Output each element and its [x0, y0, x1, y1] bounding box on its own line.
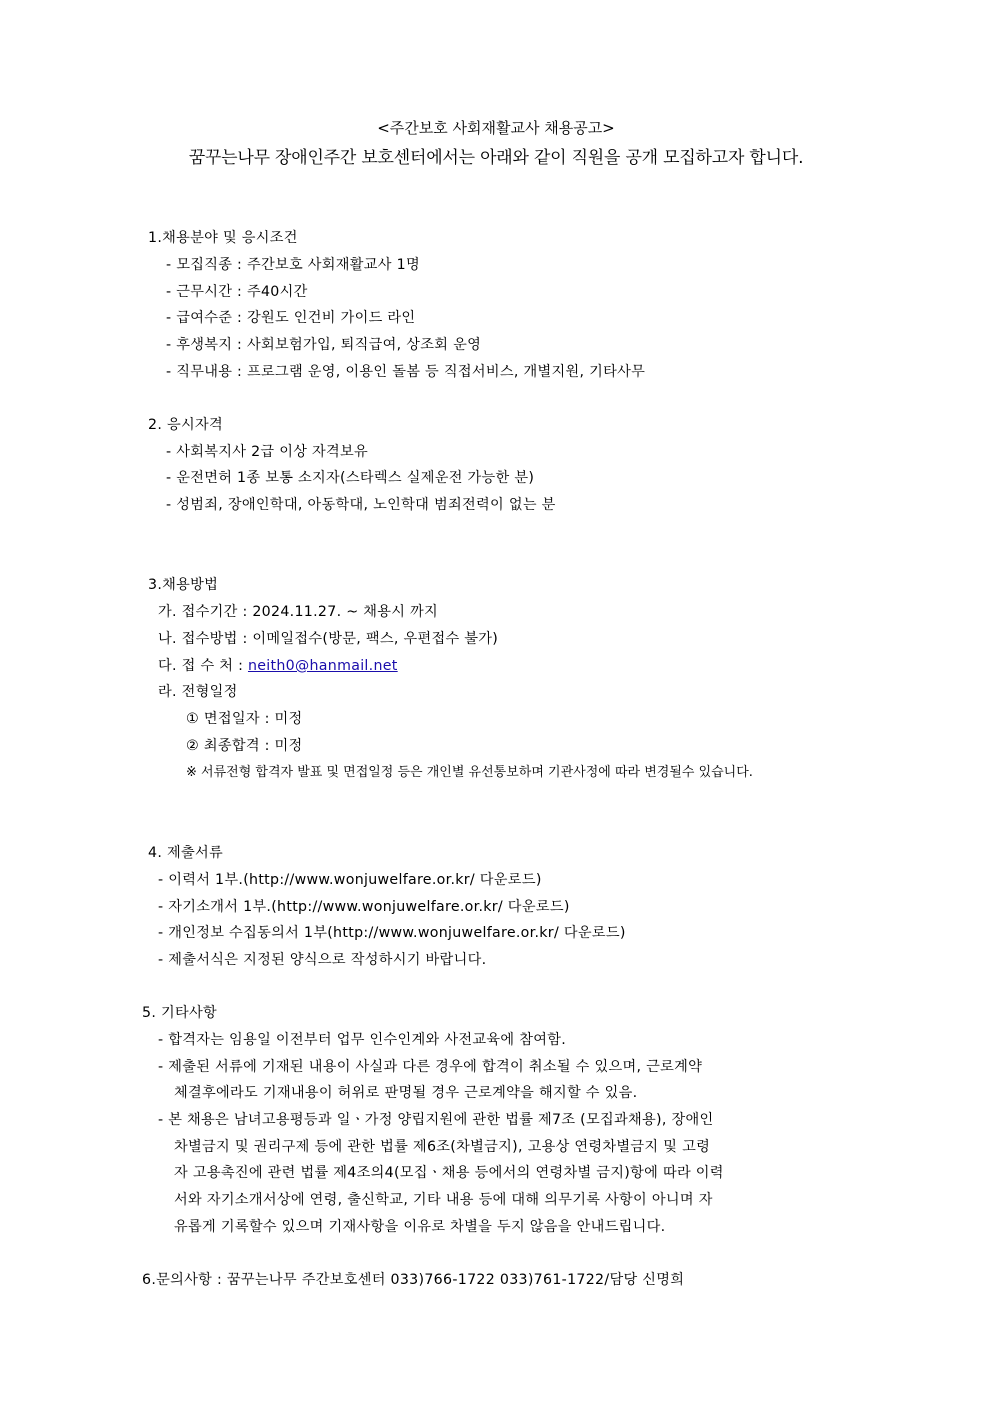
page-subtitle: 꿈꾸는나무 장애인주간 보호센터에서는 아래와 같이 직원을 공개 모집하고자 합니다.: [188, 148, 804, 168]
section1-heading: 1.채용분야 및 응시조건: [148, 230, 298, 246]
section4-item: - 제출서식은 지정된 양식으로 작성하시기 바랍니다.: [158, 952, 487, 968]
section5-line: - 합격자는 임용일 이전부터 업무 인수인계와 사전교육에 참여함.: [158, 1032, 567, 1048]
section1-item: - 직무내용 : 프로그램 운영, 이용인 돌봄 등 직접서비스, 개별지원, 기타사무: [166, 364, 646, 380]
page-title: <주간보호 사회재활교사 채용공고>: [377, 119, 615, 137]
section1-item: - 근무시간 : 주40시간: [166, 284, 308, 300]
schedule-item: ① 면접일자 : 미정: [186, 711, 303, 727]
section4-item: - 개인정보 수집동의서 1부(http://www.wonjuwelfare.or.kr/ 다운로드): [158, 925, 626, 941]
schedule-heading: 라. 전형일정: [158, 684, 238, 700]
schedule-item: ② 최종합격 : 미정: [186, 738, 303, 754]
section5-line: - 본 채용은 남녀고용평등과 일ㆍ가정 양립지원에 관한 법률 제7조 (모집과채용), 장애인: [158, 1112, 714, 1128]
section4-item: - 이력서 1부.(http://www.wonjuwelfare.or.kr/ 다운로드): [158, 872, 542, 888]
section5-line: 유롭게 기록할수 있으며 기재사항을 이유로 차별을 두지 않음을 안내드립니다.: [174, 1219, 666, 1235]
application-period: 가. 접수기간 : 2024.11.27. ~ 채용시 까지: [158, 604, 439, 620]
section2-item: - 성범죄, 장애인학대, 아동학대, 노인학대 범죄전력이 없는 분: [166, 497, 556, 513]
section4-heading: 4. 제출서류: [148, 845, 223, 861]
section5-line: 체결후에라도 기재내용이 허위로 판명될 경우 근로계약을 해지할 수 있음.: [174, 1085, 638, 1101]
section1-item: - 후생복지 : 사회보험가입, 퇴직급여, 상조회 운영: [166, 337, 482, 353]
section2-item: - 운전면허 1종 보통 소지자(스타렉스 실제운전 가능한 분): [166, 470, 535, 486]
section5-line: - 제출된 서류에 기재된 내용이 사실과 다른 경우에 합격이 취소될 수 있으며, 근로계약: [158, 1059, 703, 1075]
section5-heading: 5. 기타사항: [142, 1005, 217, 1021]
application-place-label: 다. 접 수 처 :: [158, 658, 248, 674]
section3-heading: 3.채용방법: [148, 577, 219, 593]
contact-info: 6.문의사항 : 꿈꾸는나무 주간보호센터 033)766-1722 033)761-1722/담당 신명희: [142, 1272, 685, 1288]
section5-line: 차별금지 및 권리구제 등에 관한 법률 제6조(차별금지), 고용상 연령차별금지 및 고령: [174, 1139, 711, 1155]
section2-heading: 2. 응시자격: [148, 417, 223, 433]
section2-item: - 사회복지사 2급 이상 자격보유: [166, 444, 369, 460]
schedule-note: ※ 서류전형 합격자 발표 및 면접일정 등은 개인별 유선통보하며 기관사정에 따라 변경될수 있습니다.: [186, 765, 753, 780]
section4-item: - 자기소개서 1부.(http://www.wonjuwelfare.or.kr/ 다운로드): [158, 899, 570, 915]
application-place: [158, 656, 398, 676]
section1-item: - 급여수준 : 강원도 인건비 가이드 라인: [166, 310, 416, 326]
email-link[interactable]: neith0@hanmail.net: [247, 658, 398, 674]
section5-line: 서와 자기소개서상에 연령, 출신학교, 기타 내용 등에 대해 의무기록 사항이 아니며 자: [174, 1192, 713, 1208]
section5-line: 자 고용촉진에 관련 법률 제4조의4(모집ㆍ채용 등에서의 연령차별 금지)항에 따라 이력: [174, 1165, 724, 1181]
application-method: 나. 접수방법 : 이메일접수(방문, 팩스, 우편접수 불가): [158, 631, 499, 647]
section1-item: - 모집직종 : 주간보호 사회재활교사 1명: [166, 257, 420, 273]
